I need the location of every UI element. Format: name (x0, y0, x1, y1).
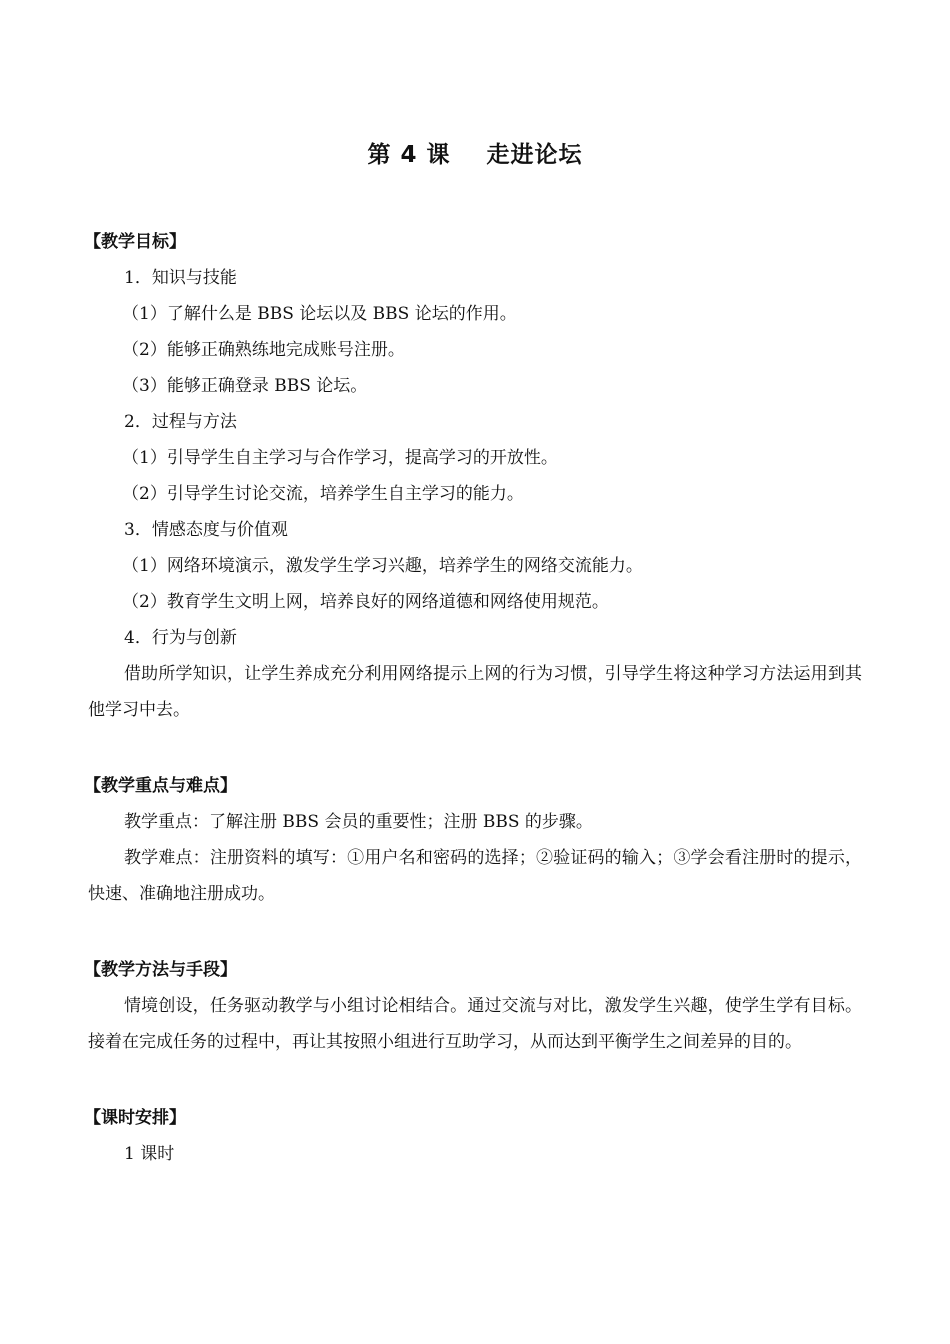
lesson-title: 第 4 课 走进论坛 (367, 142, 583, 168)
goal-item-1-title: 1．知识与技能 (124, 268, 237, 288)
section-heading-goals: 【教学目标】 (84, 232, 186, 252)
goal-item-2-title: 2．过程与方法 (124, 412, 237, 432)
teaching-difficulty: 教学难点：注册资料的填写：①用户名和密码的选择；②验证码的输入；③学会看注册时的提示，快速、准确地注册成功。 (88, 848, 862, 904)
goal-item-1-sub-3: （3）能够正确登录 BBS 论坛。 (122, 376, 368, 396)
section-gap (88, 912, 862, 952)
goal-item-2-sub-1: （1）引导学生自主学习与合作学习，提高学习的开放性。 (122, 448, 558, 468)
section-key-points (84, 768, 862, 912)
methods-text: 情境创设，任务驱动教学与小组讨论相结合。通过交流与对比，激发学生兴趣，使学生学有目标。接着在完成任务的过程中，再让其按照小组进行互助学习，从而达到平衡学生之间差异的目的。 (88, 996, 862, 1052)
document-body (84, 224, 862, 1172)
section-teaching-goals (84, 224, 862, 728)
section-heading-keypoints: 【教学重点与难点】 (84, 776, 237, 796)
teaching-focus: 教学重点：了解注册 BBS 会员的重要性；注册 BBS 的步骤。 (124, 812, 593, 832)
goal-item-3-sub-1: （1）网络环境演示，激发学生学习兴趣，培养学生的网络交流能力。 (122, 556, 643, 576)
goal-item-3-title: 3．情感态度与价值观 (124, 520, 288, 540)
schedule-text: 1 课时 (124, 1144, 175, 1164)
goal-item-1-sub-1: （1）了解什么是 BBS 论坛以及 BBS 论坛的作用。 (122, 304, 517, 324)
section-heading-methods: 【教学方法与手段】 (84, 960, 237, 980)
goal-item-2-sub-2: （2）引导学生讨论交流，培养学生自主学习的能力。 (122, 484, 524, 504)
section-methods (84, 952, 862, 1060)
section-gap (88, 1060, 862, 1100)
section-schedule (84, 1100, 862, 1172)
goal-item-4-text: 借助所学知识，让学生养成充分利用网络提示上网的行为习惯，引导学生将这种学习方法运用到其他学习中去。 (88, 664, 862, 720)
section-heading-schedule: 【课时安排】 (84, 1108, 186, 1128)
section-gap (88, 728, 862, 768)
goal-item-4-title: 4．行为与创新 (124, 628, 237, 648)
goal-item-1-sub-2: （2）能够正确熟练地完成账号注册。 (122, 340, 405, 360)
goal-item-3-sub-2: （2）教育学生文明上网，培养良好的网络道德和网络使用规范。 (122, 592, 609, 612)
